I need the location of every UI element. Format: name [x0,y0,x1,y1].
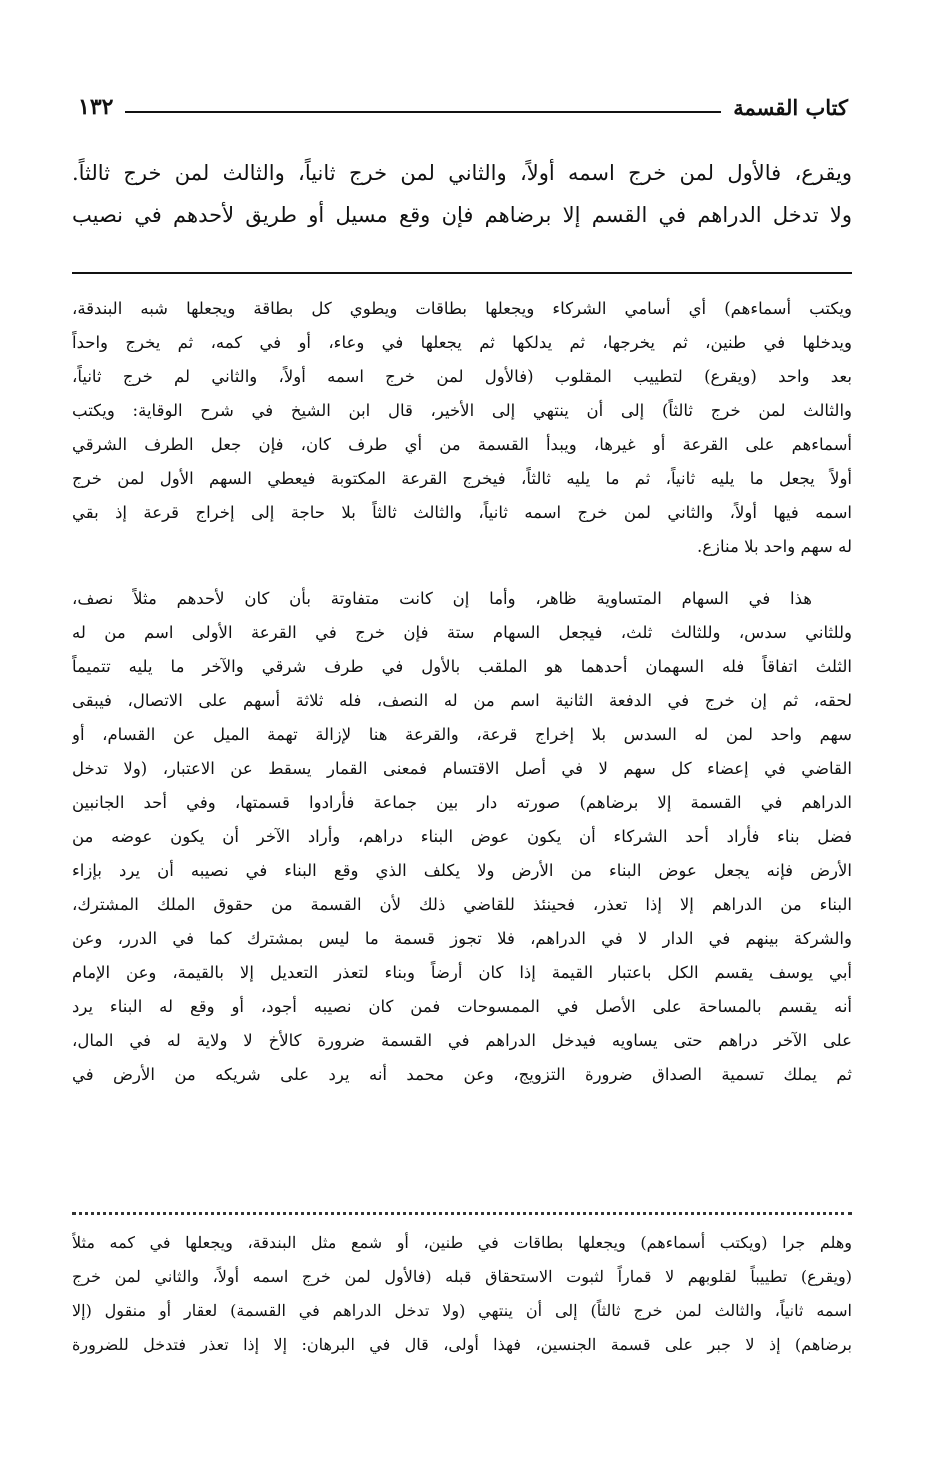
commentary-line: ويكتب أسماءهم) أي أسامي الشركاء ويجعلها بطاقات ويطوي كل بطاقة ويجعلها شبه البندقة، [72,299,852,318]
footnote-line: (ويقرع) تطييباً لقلوبهم لا قماراً لثبوت الاستحقاق قبله (فالأول لمن خرج اسمه أولاً، والثاني لمن خرج [72,1267,852,1286]
commentary-line: وللثاني سدس، وللثالث ثلث، فيجعل السهام ستة فإن خرج في القرعة الأولى اسم من له [72,623,852,642]
commentary-line: سهم واحد لمن له السدس بلا إخراج قرعة، والقرعة هنا لإزالة تهمة الميل عن القسام، أو [72,725,852,744]
footnote-line: برضاهم) إذ لا جبر على قسمة الجنسين، فهذا أولى، قال في البرهان: إلا إذا تعذر فتدخل للضرورة [72,1335,852,1354]
commentary-line: والشركة بينهم في الدار لا في الدراهم، فلا تجوز قسمة ما ليس بمشترك كما في الدرر، وعن [72,929,852,948]
commentary-line: على الآخر دراهم حتى يساويه فيدخل الدراهم في القسمة ضرورة كالأخ لا ولاية له في المال، [72,1031,852,1050]
commentary-line: أسماءهم على القرعة أو غيرها، ويبدأ القسمة من أي طرف كان، فإن جعل الطرف الشرقي [72,435,852,454]
commentary-line: لحقه، ثم إن خرج في الدفعة الثانية اسم من له النصف، فله ثلاثة أسهم على الاتصال، فيبقى [72,691,852,710]
commentary-line: ويدخلها في طنين، ثم يخرجها، ثم يدلكها ثم يجعلها في وعاء، أو في كمه، ثم يخرج واحداً [72,333,852,352]
commentary-line: بعد واحد (ويقرع) لتطييب المقلوب (فالأول لمن خرج اسمه أولاً، والثاني لم خرج ثانياً، [72,367,852,386]
footnote-line: وهلم جرا (ويكتب أسماءهم) ويجعلها بطاقات في طنين، أو شمع مثل البندقة، ويجعلها في كمه مثلاً [72,1233,852,1252]
commentary [72,292,852,1092]
main-text [72,152,852,236]
commentary-line: أنه يقسم بالمساحة على الأصل في الممسوحات فمن كان نصيبه أجود، أو وقع له البناء يرد [72,997,852,1016]
commentary-line: البناء من الدراهم إلا إذا تعذر، فحينئذ للقاضي ذلك لأن القسمة من حقوق الملك المشترك، [72,895,852,914]
page-number: ١٣٢ [78,94,114,120]
commentary-line: له سهم واحد بلا منازع. [696,537,852,556]
footnote [72,1226,852,1362]
commentary-line: الأرض فإنه يجعل عوض البناء من الأرض ولا يكلف الذي وقع البناء في نصيبه أن يرد بإزاء [72,861,852,880]
footnote-line: اسمه ثانياً، والثالث لمن خرج ثالثاً) إلى أن ينتهي (ولا تدخل الدراهم في القسمة) لعقار أو منقول (إلا [72,1301,852,1320]
footnote-separator [72,1212,852,1215]
commentary-line: ثم يملك تسمية الصداق ضرورة التزويج، وعن محمد أنه يرد على شريكه من الأرض في [72,1065,852,1084]
text-separator [72,272,852,274]
commentary-line: القاضي في إعضاء كل سهم لا في أصل الاقتسام فمعنى القمار يسقط عن الاعتبار، (ولا تدخل [72,759,852,778]
commentary-line: أولاً يجعل ما يليه ثانياً، ثم ما يليه ثالثاً، فيخرج القرعة المكتوبة فيعطي السهم الأول لمن خرج [72,469,852,488]
commentary-line: فضل بناء فأراد أحد الشركاء أن يكون عوض البناء دراهم، وأراد الآخر أن يكون عوضه من [72,827,852,846]
header-rule [125,111,721,113]
commentary-line: والثالث لمن خرج ثالثاً) إلى أن ينتهي إلى الأخير، قال ابن الشيخ في شرح الوقاية: ويكتب [72,401,852,420]
paragraph-gap [72,564,852,582]
main-line: ولا تدخل الدراهم في القسم إلا برضاهم فإن وقع مسيل أو طريق لأحدهم في نصيب [72,203,852,227]
commentary-line: هذا في السهام المتساوية ظاهر، وأما إن كانت متفاوتة بأن كان لأحدهم مثلاً نصف، [72,589,812,608]
commentary-line: الثلث اتفاقاً فله السهمان أحدهما هو الملقب بالأول في طرف شرقي والآخر ما يليه تتميماً [72,657,852,676]
main-line: ويقرع، فالأول لمن خرج اسمه أولاً، والثاني لمن خرج ثانياً، والثالث لمن خرج ثالثاً. [72,161,852,185]
page-header [78,90,848,124]
commentary-line: الدراهم في القسمة إلا برضاهم) صورته دار بين جماعة فأرادوا قسمتها، وفي أحد الجانبين [72,793,852,812]
commentary-line: أبي يوسف يقسم الكل باعتبار القيمة إذا كان أرضاً وبناء لتعذر التعديل إلا بالقيمة، وعن الإمام [72,963,852,982]
commentary-line: اسمه فيها أولاً، والثاني لمن خرج اسمه ثانياً، والثالث ثالثاً بلا حاجة إلى إخراج قرعة إذ بقي [72,503,852,522]
chapter-title: كتاب القسمة [733,94,848,120]
